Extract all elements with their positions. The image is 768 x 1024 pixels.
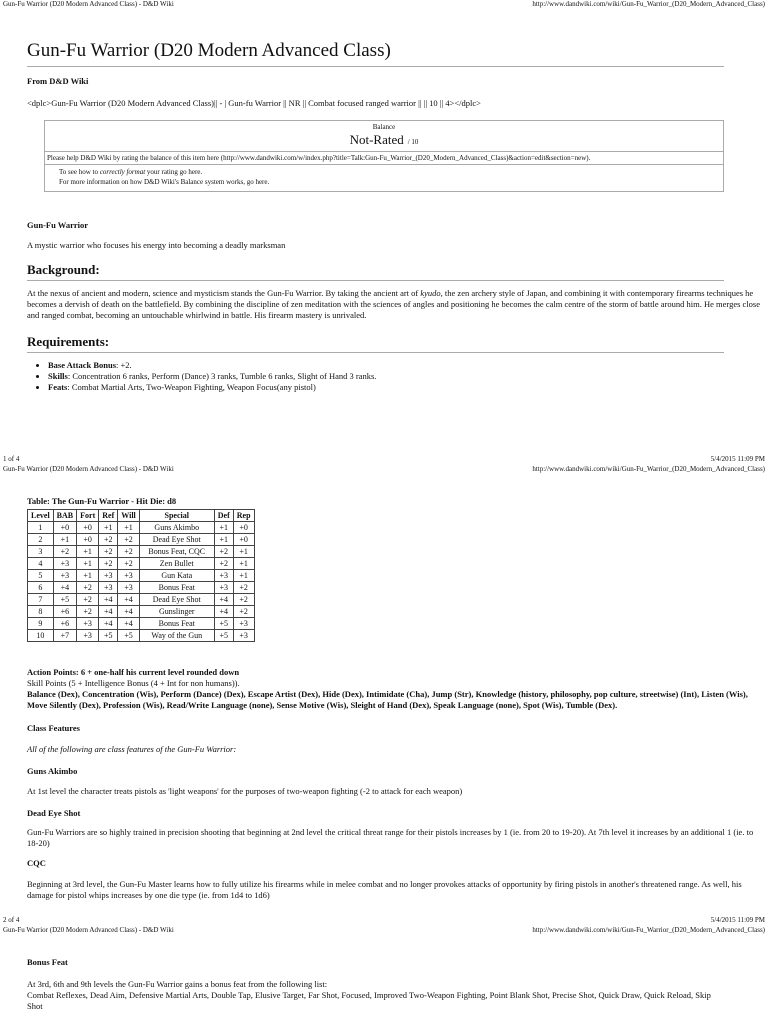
table-cell: +4 bbox=[214, 594, 233, 606]
table-cell: +1 bbox=[214, 534, 233, 546]
class-features-heading: Class Features bbox=[27, 723, 80, 733]
table-cell: 1 bbox=[28, 522, 54, 534]
feature-name: CQC bbox=[27, 858, 46, 868]
requirement-label: Skills bbox=[48, 371, 68, 381]
table-cell: +3 bbox=[118, 570, 140, 582]
requirement-text: : Concentration 6 ranks, Perform (Dance) 3 ranks, Tumble 6 ranks, Slight of Hand 3 ranks. bbox=[67, 371, 377, 381]
requirement-label: Feats bbox=[48, 382, 68, 392]
requirement-item bbox=[48, 371, 748, 382]
table-cell: Way of the Gun bbox=[139, 630, 214, 642]
requirement-item bbox=[48, 382, 748, 393]
table-cell: Gun Kata bbox=[139, 570, 214, 582]
table-cell: +2 bbox=[99, 558, 118, 570]
table-row bbox=[28, 606, 255, 618]
table-cell: +4 bbox=[118, 606, 140, 618]
table-cell: +1 bbox=[118, 522, 140, 534]
table-row bbox=[28, 534, 255, 546]
print-footer-date: 5/4/2015 11:09 PM bbox=[710, 455, 765, 463]
table-cell: +2 bbox=[118, 546, 140, 558]
column-header: Def bbox=[214, 510, 233, 522]
page-title: Gun-Fu Warrior (D20 Modern Advanced Class) bbox=[27, 40, 391, 61]
bonus-feat-block bbox=[27, 979, 727, 1012]
table-cell: Bonus Feat bbox=[139, 618, 214, 630]
table-cell: +1 bbox=[77, 558, 99, 570]
table-cell: +3 bbox=[118, 582, 140, 594]
table-cell: +4 bbox=[214, 606, 233, 618]
class-table bbox=[27, 509, 255, 642]
action-points: Action Points: 6 + one-half his current level rounded down bbox=[27, 667, 240, 677]
table-cell: 8 bbox=[28, 606, 54, 618]
bonus-feat-heading: Bonus Feat bbox=[27, 957, 68, 967]
feature-text: At 1st level the character treats pistols as 'light weapons' for the purposes of two-weapon fighting (-2 to attack for each weapon) bbox=[27, 786, 463, 796]
table-row bbox=[28, 558, 255, 570]
table-cell: 2 bbox=[28, 534, 54, 546]
title-divider bbox=[27, 66, 724, 67]
table-cell: +2 bbox=[233, 582, 254, 594]
table-cell: 10 bbox=[28, 630, 54, 642]
table-cell: +2 bbox=[214, 558, 233, 570]
print-header-url: http://www.dandwiki.com/wiki/Gun-Fu_Warrior_(D20_Modern_Advanced_Class) bbox=[532, 926, 765, 934]
table-cell: +1 bbox=[233, 558, 254, 570]
requirements-heading: Requirements: bbox=[27, 334, 110, 349]
class-name-heading: Gun-Fu Warrior bbox=[27, 220, 88, 230]
column-header: Will bbox=[118, 510, 140, 522]
dplc-line: <dplc>Gun-Fu Warrior (D20 Modern Advanced Class)|| - | Gun-fu Warrior || NR || Combat focused ranged warrior || || 10 || 4></dplc> bbox=[27, 98, 481, 108]
table-cell: +4 bbox=[118, 594, 140, 606]
table-body bbox=[28, 522, 255, 642]
table-cell: +3 bbox=[99, 570, 118, 582]
balance-help-link[interactable]: Please help D&D Wiki by rating the balance of this item here (http://www.dandwiki.com/w/index.php?title=Talk:Gun-Fu_Warrior_(D20_Modern_Advanced_Class)&action=edit&section=new). bbox=[47, 154, 591, 162]
skill-list: Balance (Dex), Concentration (Wis), Perform (Dance) (Dex), Escape Artist (Dex), Hide (Dex), Intimidate (Cha), Jump (Str), Knowledge (history, philosophy, pop culture, streetwise) (Int), Listen (Wis), Move Silently (Dex), Profession (Wis), Read/Write Language (none), Sense Motive (Wis), Sleight of Hand (Dex), Speak Language (none), Spot (Wis), Tumble (Dex). bbox=[27, 689, 748, 710]
print-footer-date: 5/4/2015 11:09 PM bbox=[710, 916, 765, 924]
table-cell: +2 bbox=[77, 594, 99, 606]
table-cell: +2 bbox=[99, 546, 118, 558]
balance-note-info[interactable]: For more information on how D&D Wiki's Balance system works, go here. bbox=[59, 178, 270, 186]
balance-label: Balance bbox=[372, 123, 396, 131]
feature-text: Gun-Fu Warriors are so highly trained in precision shooting that beginning at 2nd level the critical threat range for their pistols increases by 1 (ie. from 20 to 19-20). At 7th level it increases by an additional 1 (ie. to 18-20) bbox=[27, 827, 754, 848]
bonus-feat-intro: At 3rd, 6th and 9th levels the Gun-Fu Warrior gains a bonus feat from the following list: bbox=[27, 979, 328, 989]
table-cell: 5 bbox=[28, 570, 54, 582]
table-cell: +1 bbox=[233, 570, 254, 582]
table-cell: +3 bbox=[214, 582, 233, 594]
feature-name: Dead Eye Shot bbox=[27, 808, 81, 818]
table-header-row bbox=[28, 510, 255, 522]
table-cell: +3 bbox=[53, 558, 76, 570]
table-cell: +3 bbox=[53, 570, 76, 582]
print-footer-page: 1 of 4 bbox=[3, 455, 20, 463]
action-points-block bbox=[27, 667, 762, 711]
table-cell: Dead Eye Shot bbox=[139, 534, 214, 546]
table-row bbox=[28, 546, 255, 558]
table-cell: Zen Bullet bbox=[139, 558, 214, 570]
print-header-left: Gun-Fu Warrior (D20 Modern Advanced Class) - D&D Wiki bbox=[3, 926, 174, 934]
table-cell: 4 bbox=[28, 558, 54, 570]
table-cell: +2 bbox=[53, 546, 76, 558]
table-cell: +1 bbox=[99, 522, 118, 534]
table-cell: +5 bbox=[118, 630, 140, 642]
balance-rating: Not-Rated bbox=[349, 132, 404, 147]
note-emphasis: correctly format bbox=[99, 168, 146, 176]
table-row bbox=[28, 582, 255, 594]
table-row bbox=[28, 594, 255, 606]
from-source: From D&D Wiki bbox=[27, 76, 89, 86]
table-cell: +3 bbox=[77, 630, 99, 642]
table-cell: +4 bbox=[118, 618, 140, 630]
balance-scale: / 10 bbox=[407, 138, 419, 146]
table-cell: +2 bbox=[77, 582, 99, 594]
table-cell: +3 bbox=[214, 570, 233, 582]
class-description: A mystic warrior who focuses his energy into becoming a deadly marksman bbox=[27, 240, 286, 250]
note-text-end: your rating go here. bbox=[145, 168, 203, 176]
print-header-left: Gun-Fu Warrior (D20 Modern Advanced Class) - D&D Wiki bbox=[3, 465, 174, 473]
table-cell: +2 bbox=[214, 546, 233, 558]
table-cell: Dead Eye Shot bbox=[139, 594, 214, 606]
column-header: BAB bbox=[53, 510, 76, 522]
feature-name: Guns Akimbo bbox=[27, 766, 78, 776]
print-footer-page: 2 of 4 bbox=[3, 916, 20, 924]
table-cell: 3 bbox=[28, 546, 54, 558]
requirement-item bbox=[48, 360, 748, 371]
background-heading: Background: bbox=[27, 262, 100, 277]
background-text-start: At the nexus of ancient and modern, science and mysticism stands the Gun-Fu Warrior. By taking the ancient art of bbox=[27, 288, 421, 298]
table-row bbox=[28, 522, 255, 534]
print-header-left: Gun-Fu Warrior (D20 Modern Advanced Class) - D&D Wiki bbox=[3, 0, 174, 8]
table-cell: +5 bbox=[214, 618, 233, 630]
table-row bbox=[28, 618, 255, 630]
table-cell: +3 bbox=[99, 582, 118, 594]
table-cell: +0 bbox=[77, 534, 99, 546]
table-cell: Bonus Feat, CQC bbox=[139, 546, 214, 558]
column-header: Rep bbox=[233, 510, 254, 522]
table-cell: 9 bbox=[28, 618, 54, 630]
requirement-label: Base Attack Bonus bbox=[48, 360, 117, 370]
note-text: To see how to bbox=[59, 168, 100, 176]
table-cell: +2 bbox=[77, 606, 99, 618]
bonus-feat-list: Combat Reflexes, Dead Aim, Defensive Martial Arts, Double Tap, Elusive Target, Far Shot, Focused, Improved Two-Weapon Fighting, Point Blank Shot, Precise Shot, Quick Draw, Quick Reload, Skip Shot bbox=[27, 990, 711, 1011]
requirement-text: : +2. bbox=[116, 360, 132, 370]
class-features-intro: All of the following are class features of the Gun-Fu Warrior: bbox=[27, 744, 237, 754]
table-cell: +5 bbox=[53, 594, 76, 606]
table-cell: +2 bbox=[233, 606, 254, 618]
table-cell: +1 bbox=[77, 570, 99, 582]
table-row bbox=[28, 570, 255, 582]
feature-text: Beginning at 3rd level, the Gun-Fu Master learns how to fully utilize his firearms while in melee combat and no longer provokes attacks of opportunity by firing pistols in another's threatened range. As well, his damage for pistol whips increases by one die type (ie. from 1d4 to 1d6) bbox=[27, 879, 742, 900]
print-header-url: http://www.dandwiki.com/wiki/Gun-Fu_Warrior_(D20_Modern_Advanced_Class) bbox=[532, 0, 765, 8]
table-title: Table: The Gun-Fu Warrior - Hit Die: d8 bbox=[27, 496, 177, 506]
table-cell: +3 bbox=[233, 618, 254, 630]
requirements-divider bbox=[27, 352, 724, 353]
table-cell: +3 bbox=[233, 630, 254, 642]
table-cell: +3 bbox=[77, 618, 99, 630]
table-cell: +1 bbox=[214, 522, 233, 534]
table-cell: Guns Akimbo bbox=[139, 522, 214, 534]
table-cell: +7 bbox=[53, 630, 76, 642]
print-header-url: http://www.dandwiki.com/wiki/Gun-Fu_Warrior_(D20_Modern_Advanced_Class) bbox=[532, 465, 765, 473]
table-cell: +2 bbox=[99, 534, 118, 546]
table-cell: +2 bbox=[118, 558, 140, 570]
background-emphasis: kyudo bbox=[420, 288, 441, 298]
table-cell: +4 bbox=[99, 594, 118, 606]
table-cell: Bonus Feat bbox=[139, 582, 214, 594]
table-cell: +4 bbox=[53, 582, 76, 594]
balance-box bbox=[44, 120, 724, 192]
table-cell: +0 bbox=[77, 522, 99, 534]
background-divider bbox=[27, 280, 724, 281]
skill-points: Skill Points (5 + Intelligence Bonus (4 + Int for non humans)). bbox=[27, 678, 240, 688]
column-header: Ref bbox=[99, 510, 118, 522]
table-cell: +0 bbox=[233, 522, 254, 534]
table-cell: +6 bbox=[53, 618, 76, 630]
table-cell: +0 bbox=[233, 534, 254, 546]
balance-note-format[interactable] bbox=[45, 165, 723, 177]
requirements-list bbox=[30, 360, 748, 393]
table-row bbox=[28, 630, 255, 642]
table-cell: 6 bbox=[28, 582, 54, 594]
table-cell: +4 bbox=[99, 618, 118, 630]
table-cell: +5 bbox=[214, 630, 233, 642]
column-header: Fort bbox=[77, 510, 99, 522]
requirement-text: : Combat Martial Arts, Two-Weapon Fighting, Weapon Focus(any pistol) bbox=[67, 382, 316, 392]
column-header: Special bbox=[139, 510, 214, 522]
table-cell: +1 bbox=[233, 546, 254, 558]
column-header: Level bbox=[28, 510, 54, 522]
table-cell: +2 bbox=[233, 594, 254, 606]
table-cell: +1 bbox=[77, 546, 99, 558]
background-text-end: , the zen archery style of Japan, and combining it with contemporary firearms techniques he becomes a dervish of death on the battlefield. By combining the discipline of zen meditation with the sciences of angles and positioning he becomes the calm centre of the storm of battle around him. He merges close and ranged combat, becoming an untouchable whirlwind in battle. His firearm mastery is unrivaled. bbox=[27, 288, 760, 320]
table-cell: +4 bbox=[99, 606, 118, 618]
table-cell: 7 bbox=[28, 594, 54, 606]
table-cell: Gunslinger bbox=[139, 606, 214, 618]
table-cell: +0 bbox=[53, 522, 76, 534]
background-text bbox=[27, 288, 762, 321]
table-cell: +6 bbox=[53, 606, 76, 618]
table-cell: +2 bbox=[118, 534, 140, 546]
table-cell: +1 bbox=[53, 534, 76, 546]
table-cell: +5 bbox=[99, 630, 118, 642]
balance-rating-wrap bbox=[45, 131, 723, 149]
